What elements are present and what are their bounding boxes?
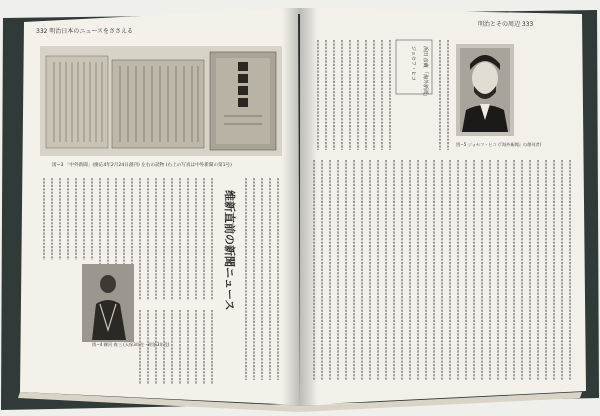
inset-label: 浜田 彦蔵 「海外新聞」 [422,46,428,100]
inset-title: ジョセフ・ヒコ [410,46,416,81]
figure-joseph-heco-portrait [456,44,514,136]
figure-samurai-portrait [82,264,134,342]
figure-2-caption: 図−4 柳河 春三 (天保3年生・明治3年没) [92,342,170,347]
right-page [300,8,586,405]
portrait-caption: 図−5 ジョセフ・ヒコ (『海外新聞』の創刊者) [456,142,542,147]
newspaper-1 [46,56,108,148]
figure-old-newspapers [40,46,282,156]
section-heading-vertical: 维新直前の新聞ニュース [223,190,236,311]
newspaper-2 [112,60,204,148]
gutter-shadow [282,8,318,406]
left-page-header: 332 明治日本のニュースをささえる [36,28,134,35]
figure-1-caption: 図−3 「中外新聞」(慶応4年2月24日創刊) 左右の読物 (右上の写真は中外新聞の第1号) [52,163,232,168]
right-page-header: 明治とその周辺 333 [478,21,534,28]
